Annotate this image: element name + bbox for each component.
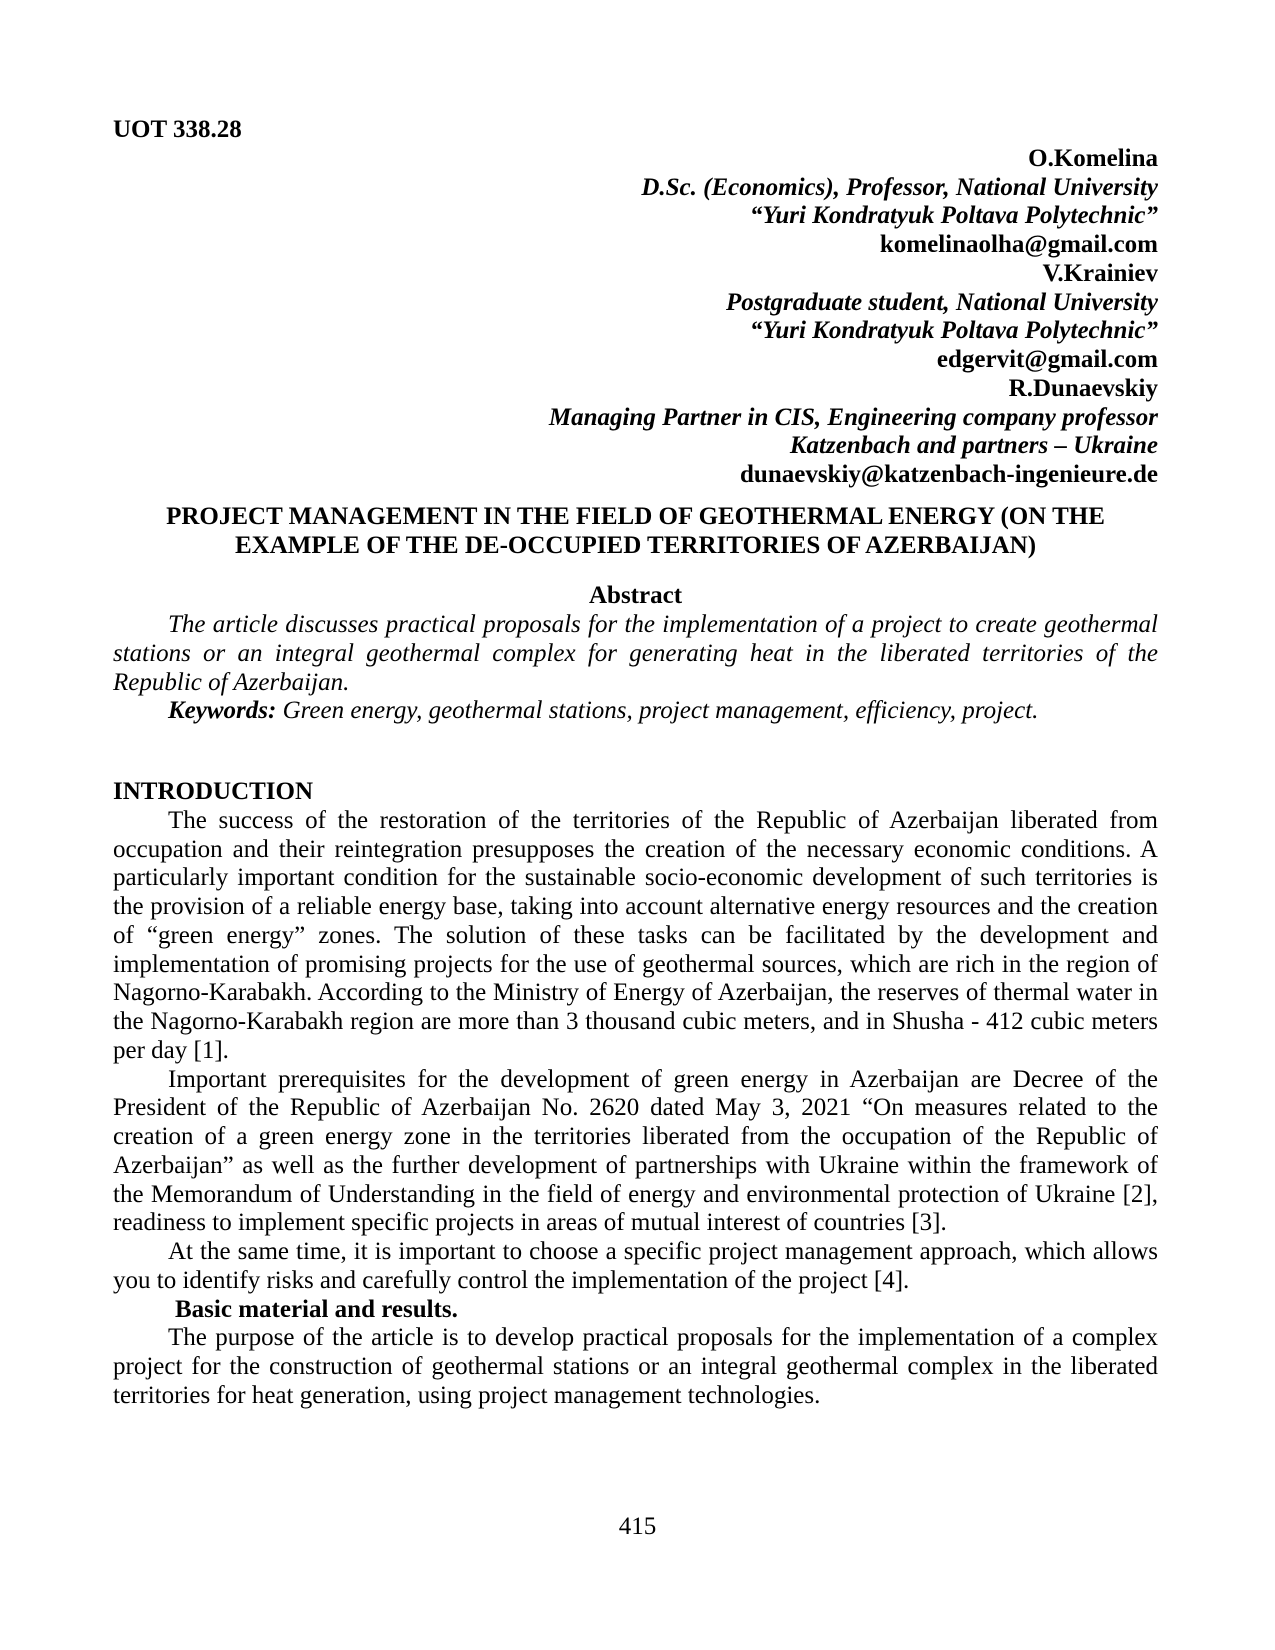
keywords-label: Keywords: — [168, 697, 277, 725]
paper-title — [113, 503, 1158, 561]
author-affiliation: Managing Partner in CIS, Engineering company professor — [548, 403, 1158, 431]
author-affiliation: “Yuri Kondratyuk Poltava Polytechnic” — [749, 317, 1158, 345]
paper-title-line: PROJECT MANAGEMENT IN THE FIELD OF GEOTHERMAL ENERGY (ON THE — [166, 502, 1105, 530]
author-email: edgervit@gmail.com — [936, 346, 1158, 373]
approach-paragraph: At the same time, it is important to choose a specific project management approach, which allows you to identify risks and carefully control the implementation of the project [4]. — [113, 1238, 1158, 1294]
abstract-heading: Abstract — [588, 582, 683, 610]
author-affiliation: Katzenbach and partners – Ukraine — [789, 432, 1158, 460]
page-number: 415 — [618, 1513, 657, 1540]
basic-material-heading: Basic material and results. — [175, 1295, 458, 1323]
author-affiliation: Postgraduate student, National University — [726, 288, 1158, 316]
author-name: V.Krainiev — [1042, 259, 1158, 287]
introduction-heading: INTRODUCTION — [113, 778, 314, 805]
author-email: komelinaolha@gmail.com — [879, 231, 1158, 258]
keywords-text: Green energy, geothermal stations, project management, efficiency, project. — [276, 697, 1039, 725]
author-affiliation: D.Sc. (Economics), Professor, National University — [641, 173, 1158, 201]
keywords-line — [113, 697, 1158, 726]
author-name: O.Komelina — [1028, 144, 1158, 172]
uot-classifier: UOT 338.28 — [113, 116, 242, 143]
paper-title-line: EXAMPLE OF THE DE-OCCUPIED TERRITORIES OF AZERBAIJAN) — [234, 531, 1037, 559]
author-block — [113, 145, 1158, 490]
author-affiliation: “Yuri Kondratyuk Poltava Polytechnic” — [749, 202, 1158, 230]
introduction-paragraph: The success of the restoration of the territories of the Republic of Azerbaijan liberated from occupation and their reintegration presupposes the creation of the necessary economic conditions. A particularly important condition for the sustainable socio-economic development of such territories is the provision of a reliable energy base, taking into account alternative energy resources and the creation of “green energy” zones. The solution of these tasks can be facilitated by the development and implementation of promising projects for the use of geothermal sources, which are rich in the region of Nagorno-Karabakh. According to the Ministry of Energy of Azerbaijan, the reserves of thermal water in the Nagorno-Karabakh region are more than 3 thousand cubic meters, and in Shusha - 412 cubic meters per day [1]. — [113, 806, 1158, 1064]
abstract-text: The article discusses practical proposals for the implementation of a project to create geothermal stations or an integral geothermal complex for generating heat in the liberated territories of the Republic of Azerbaijan. — [113, 611, 1158, 696]
text-column — [113, 116, 1158, 1411]
author-name: R.Dunaevskiy — [1008, 374, 1158, 402]
prerequisites-paragraph: Important prerequisites for the development of green energy in Azerbaijan are Decree of the President of the Republic of Azerbaijan No. 2620 dated May 3, 2021 “On measures related to the creation of a green energy zone in the territories liberated from the occupation of the Republic of Azerbaijan” as well as the further development of partnerships with Ukraine within the framework of the Memorandum of Understanding in the field of energy and environmental protection of Ukraine [2], readiness to implement specific projects in areas of mutual interest of countries [3]. — [113, 1065, 1158, 1237]
purpose-paragraph: The purpose of the article is to develop practical proposals for the implementation of a complex project for the construction of geothermal stations or an integral geothermal complex in the liberated territories for heat generation, using project management technologies. — [113, 1324, 1158, 1409]
author-email: dunaevskiy@katzenbach-ingenieure.de — [740, 461, 1158, 488]
